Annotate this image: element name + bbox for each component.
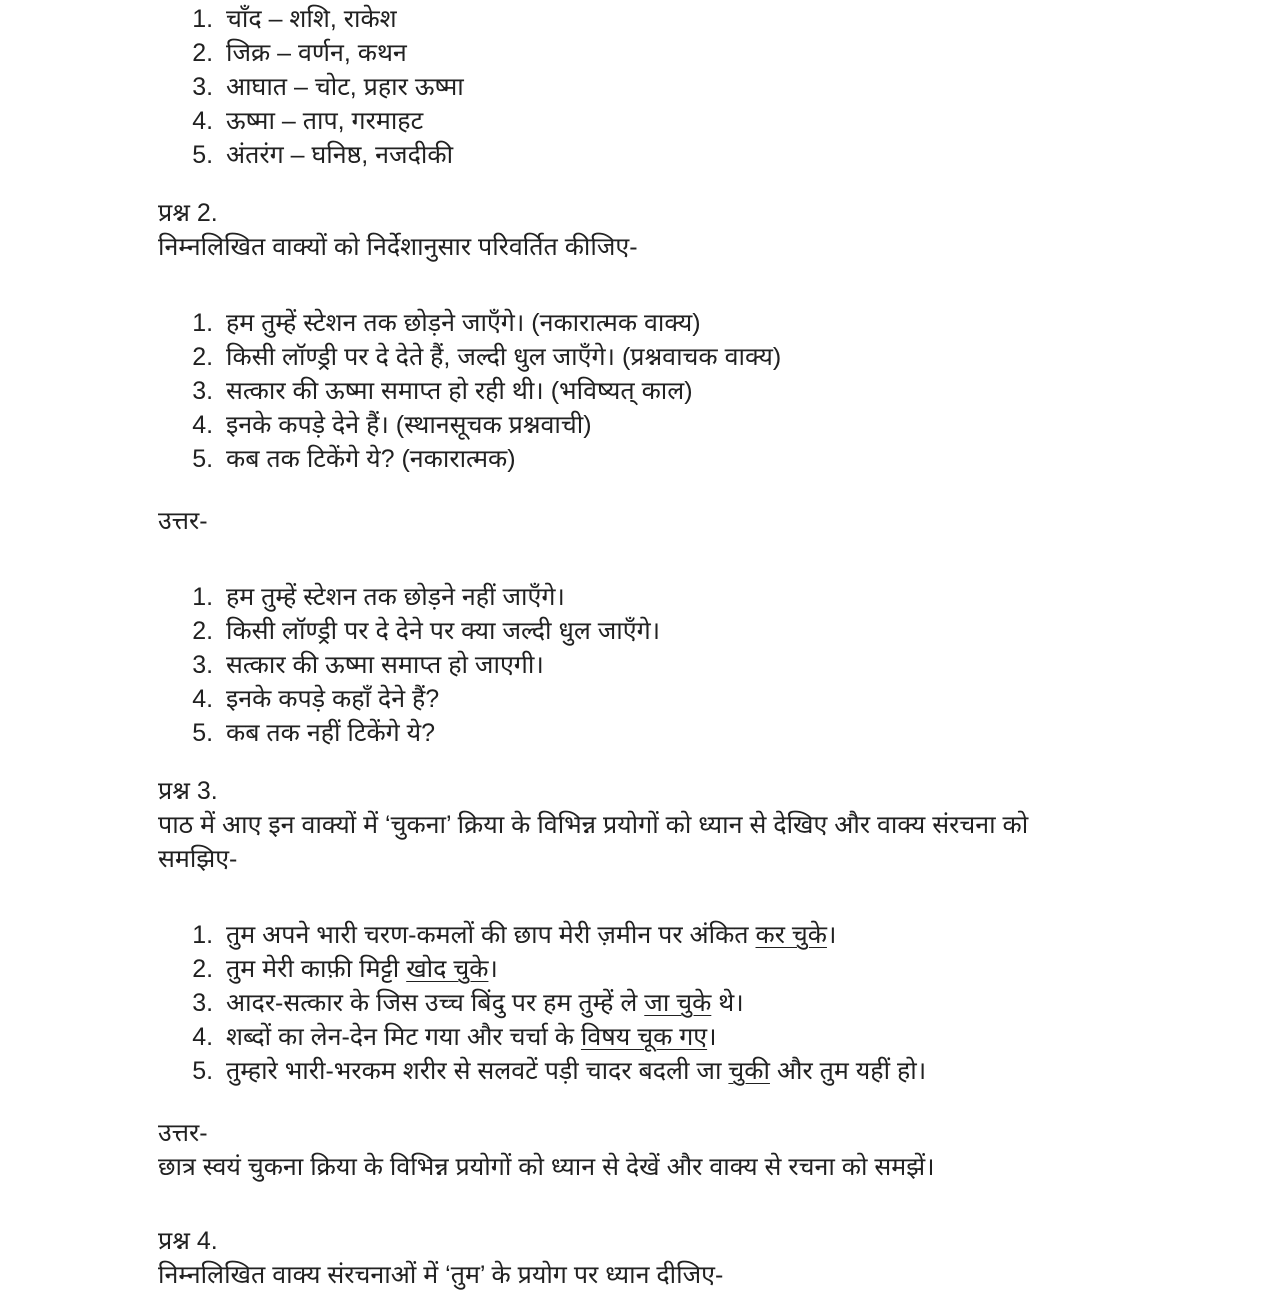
question-2-answer-label: उत्तर- [158, 507, 208, 535]
underlined-phrase: जा चुके [644, 989, 712, 1017]
word-meanings-list [158, 2, 1110, 172]
list-item: 5. कब तक टिकेंगे ये? (नकारात्मक) [220, 442, 1110, 476]
sentence-text: तुम्हारे भारी-भरकम शरीर से सलवटें पड़ी चादर बदली जा [226, 1057, 729, 1085]
sentence-text: शब्दों का लेन-देन मिट गया और चर्चा के [226, 1023, 581, 1051]
list-item: 3. आघात – चोट, प्रहार ऊष्मा [220, 70, 1110, 104]
question-3-prompt: पाठ में आए इन वाक्यों में ‘चुकना’ क्रिया के विभिन्न प्रयोगों को ध्यान से देखिए और वाक्य संरचना को समझिए- [158, 811, 1029, 873]
question-3-answer-text: छात्र स्वयं चुकना क्रिया के विभिन्न प्रयोगों को ध्यान से देखें और वाक्य से रचना को समझें। [158, 1153, 935, 1181]
list-item: 4. इनके कपड़े कहाँ देने हैं? [220, 682, 1110, 716]
list-item: 1. चाँद – शशि, राकेश [220, 2, 1110, 36]
question-3-answer-label: उत्तर- [158, 1119, 208, 1147]
question-2-number: प्रश्न 2. [158, 199, 218, 227]
list-item: 2. किसी लॉण्ड्री पर दे देते हैं, जल्दी धुल जाएँगे। (प्रश्नवाचक वाक्य) [220, 340, 1110, 374]
list-item: 2. जिक्र – वर्णन, कथन [220, 36, 1110, 70]
list-item [220, 918, 1110, 952]
sentence-text: और तुम यहीं हो। [769, 1057, 927, 1085]
question-2-prompt: निम्नलिखित वाक्यों को निर्देशानुसार परिवर्तित कीजिए- [158, 233, 638, 261]
list-item [220, 952, 1110, 986]
list-item: 5. अंतरंग – घनिष्ठ, नजदीकी [220, 138, 1110, 172]
question-4-number: प्रश्न 4. [158, 1227, 218, 1255]
question-2-items [158, 306, 1110, 476]
underlined-phrase: चुकी [728, 1057, 770, 1085]
question-3-number: प्रश्न 3. [158, 777, 218, 805]
list-item: 5. कब तक नहीं टिकेंगे ये? [220, 716, 1110, 750]
question-3-block [158, 774, 1110, 876]
question-3-items [158, 918, 1110, 1088]
list-item [220, 1020, 1110, 1054]
underlined-phrase: कर चुके [755, 921, 827, 949]
sentence-text: । [488, 955, 498, 983]
list-item [220, 986, 1110, 1020]
question-2-answers [158, 580, 1110, 750]
sentence-text: आदर-सत्कार के जिस उच्च बिंदु पर हम तुम्हें ले [226, 989, 645, 1017]
underlined-phrase: विषय चूक गए [580, 1023, 708, 1051]
list-item [220, 1054, 1110, 1088]
list-item: 2. किसी लॉण्ड्री पर दे देने पर क्या जल्दी धुल जाएँगे। [220, 614, 1110, 648]
question-3-answer-block [158, 1116, 1110, 1184]
sentence-text: । [707, 1023, 717, 1051]
sentence-text: । [826, 921, 837, 949]
list-item: 4. इनके कपड़े देने हैं। (स्थानसूचक प्रश्नवाची) [220, 408, 1110, 442]
question-4-prompt: निम्नलिखित वाक्य संरचनाओं में ‘तुम’ के प्रयोग पर ध्यान दीजिए- [158, 1261, 724, 1289]
list-item: 3. सत्कार की ऊष्मा समाप्त हो जाएगी। [220, 648, 1110, 682]
sentence-text: थे। [711, 989, 744, 1017]
question-4-block [158, 1224, 1110, 1292]
list-item: 1. हम तुम्हें स्टेशन तक छोड़ने नहीं जाएँगे। [220, 580, 1110, 614]
list-item: 4. ऊष्मा – ताप, गरमाहट [220, 104, 1110, 138]
underlined-phrase: खोद चुके [406, 955, 489, 983]
list-item: 3. सत्कार की ऊष्मा समाप्त हो रही थी। (भविष्यत् काल) [220, 374, 1110, 408]
sentence-text: तुम अपने भारी चरण-कमलों की छाप मेरी ज़मीन पर अंकित [226, 921, 756, 949]
sentence-text: तुम मेरी काफ़ी मिट्टी [226, 955, 407, 983]
list-item: 1. हम तुम्हें स्टेशन तक छोड़ने जाएँगे। (नकारात्मक वाक्य) [220, 306, 1110, 340]
question-2-block [158, 196, 1110, 264]
